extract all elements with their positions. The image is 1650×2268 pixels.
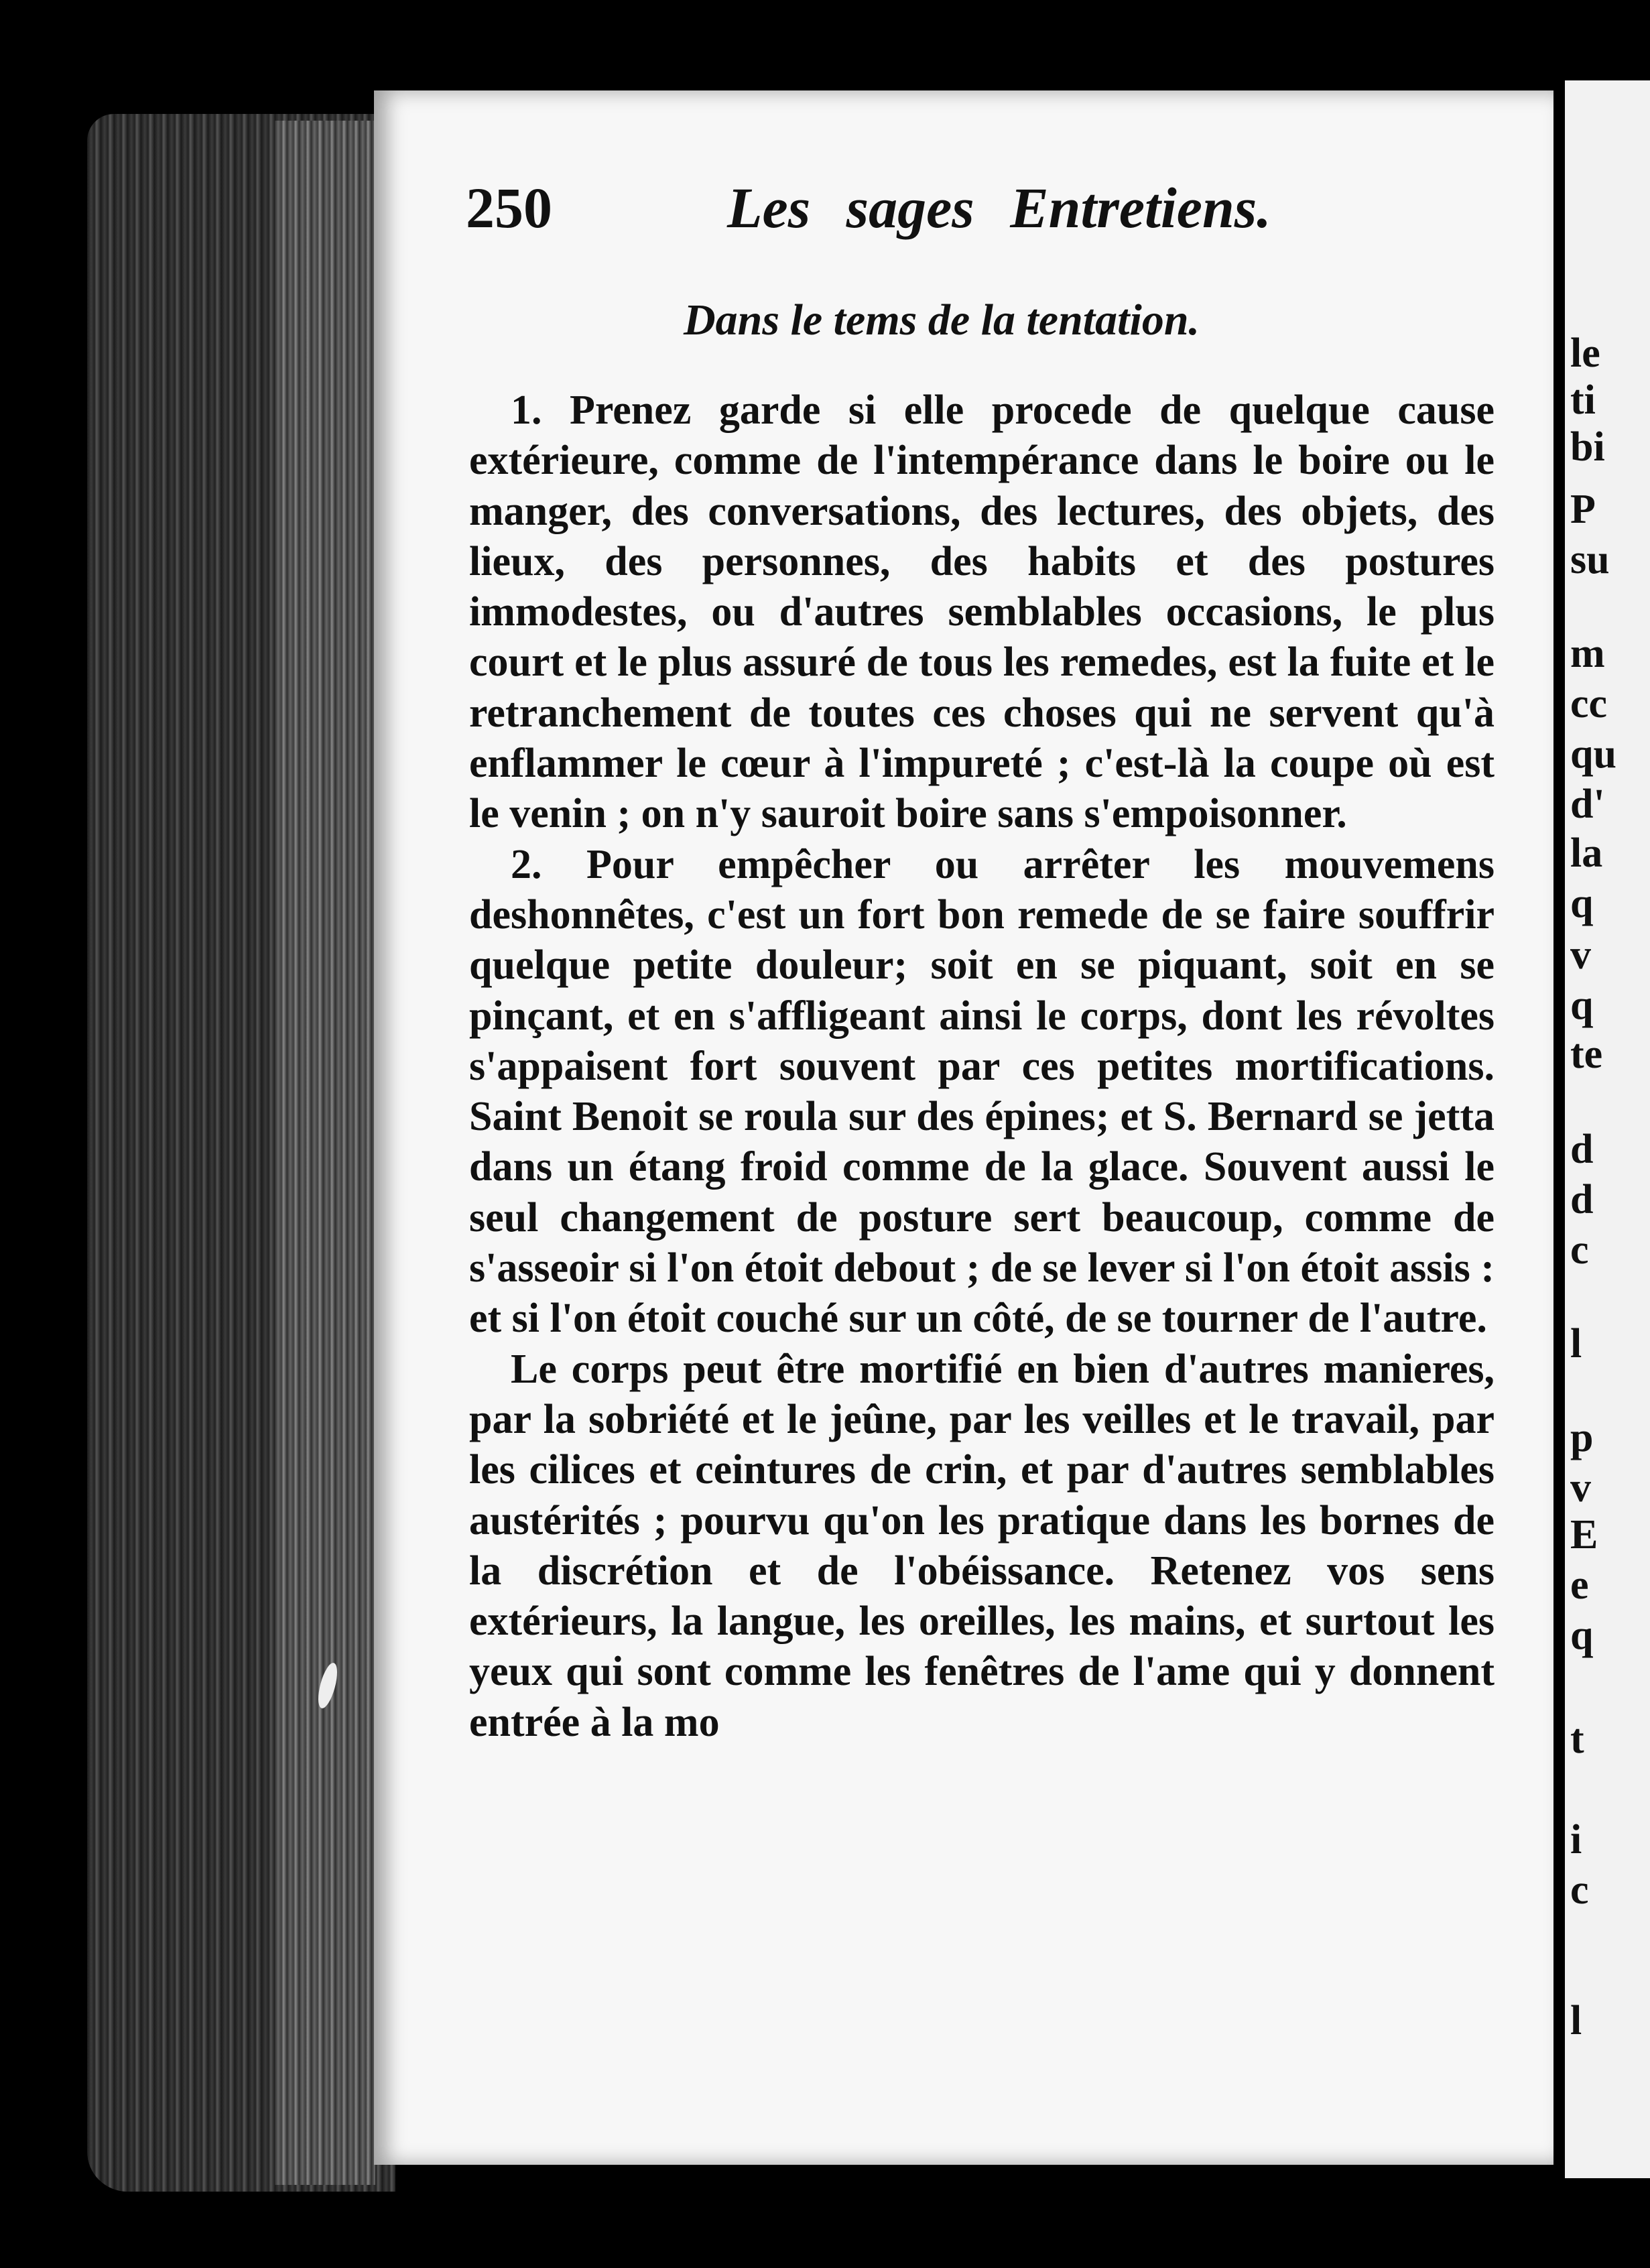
facing-page-fragment: la xyxy=(1570,830,1603,876)
section-heading: Dans le tems de la tentation. xyxy=(684,296,1200,344)
facing-page-fragment: P xyxy=(1570,487,1596,532)
facing-page-fragment: E xyxy=(1570,1512,1598,1558)
facing-page-fragment: l xyxy=(1570,1998,1582,2043)
facing-page-fragment: qu xyxy=(1570,731,1616,777)
facing-page-fragment: m xyxy=(1570,631,1605,676)
body-text xyxy=(469,385,1495,1748)
facing-page-fragment: d xyxy=(1570,1177,1594,1222)
facing-page-fragment: l xyxy=(1570,1321,1582,1367)
facing-page-fragment: le xyxy=(1570,330,1600,376)
facing-page-fragment: c xyxy=(1570,1867,1589,1913)
facing-page-fragment: q xyxy=(1570,1613,1594,1658)
facing-page-fragment: v xyxy=(1570,1465,1591,1511)
page-number: 250 xyxy=(466,176,552,240)
paragraph-2: 2. Pour empêcher ou arrêter les mouvemens deshonnêtes, c'est un fort bon remede de se faire souffrir quelque petite douleur; soit en se piquant, soit en se pinçant, et en s'affligeant ainsi le corps, dont les révoltes s'appaisent fort souvent par ces petites mortifications. Saint Benoit se roula sur des épines; et S. Bernard se jetta dans un étang froid comme de la glace. Souvent aussi le seul changement de posture sert beaucoup, comme de s'asseoir si l'on étoit debout ; de se lever si l'on étoit assis : et si l'on étoit couché sur un côté, de se tourner de l'autre. xyxy=(469,841,1495,1342)
facing-page-fragment: d' xyxy=(1570,781,1605,827)
facing-page-fragment: bi xyxy=(1570,424,1605,470)
paragraph-1: 1. Prenez garde si elle procede de quelque cause extérieure, comme de l'intempérance dans le boire ou le manger, des conversations, des lectures, des objets, des lieux, des personnes, des habits et des postures immodestes, ou d'autres semblables occasions, le plus court et le plus assuré de tous les remedes, est la fuite et le retranchement de toutes ces choses qui ne servent qu'à enflammer le cœur à l'impureté ; c'est-là la coupe où est le venin ; on n'y sauroit boire sans s'empoisonner. xyxy=(469,387,1495,837)
facing-page-fragment: i xyxy=(1570,1817,1582,1863)
facing-page-fragment: cc xyxy=(1570,681,1608,727)
facing-page-fragment: t xyxy=(1570,1716,1584,1762)
facing-page-fragment: p xyxy=(1570,1415,1594,1460)
running-header xyxy=(466,174,1337,248)
facing-page-fragment: ti xyxy=(1570,377,1596,423)
facing-page-fragment: v xyxy=(1570,932,1591,978)
facing-page-fragment: q xyxy=(1570,881,1594,926)
facing-page-edge xyxy=(1565,80,1650,2178)
facing-page-fragment: q xyxy=(1570,983,1594,1028)
facing-page-fragment: c xyxy=(1570,1227,1589,1273)
facing-page-fragment: te xyxy=(1570,1031,1603,1077)
running-title: Les sages Entretiens. xyxy=(727,176,1271,240)
facing-page-fragment: d xyxy=(1570,1127,1594,1172)
paragraph-3: Le corps peut être mortifié en bien d'autres manieres, par la sobriété et le jeûne, par les veilles et le travail, par les cilices et ceintures de crin, et par d'autres semblables austérités ; pourvu qu'on les pratique dans les bornes de la discrétion et de l'obéissance. Retenez vos sens extérieurs, la langue, les oreilles, les mains, et surtout les yeux qui sont comme les fenêtres de l'ame qui y donnent entrée à la mo xyxy=(469,1346,1495,1745)
facing-page-fragment: su xyxy=(1570,537,1610,582)
facing-page-fragment: e xyxy=(1570,1562,1589,1608)
book-fore-edge-highlight xyxy=(275,121,375,2185)
